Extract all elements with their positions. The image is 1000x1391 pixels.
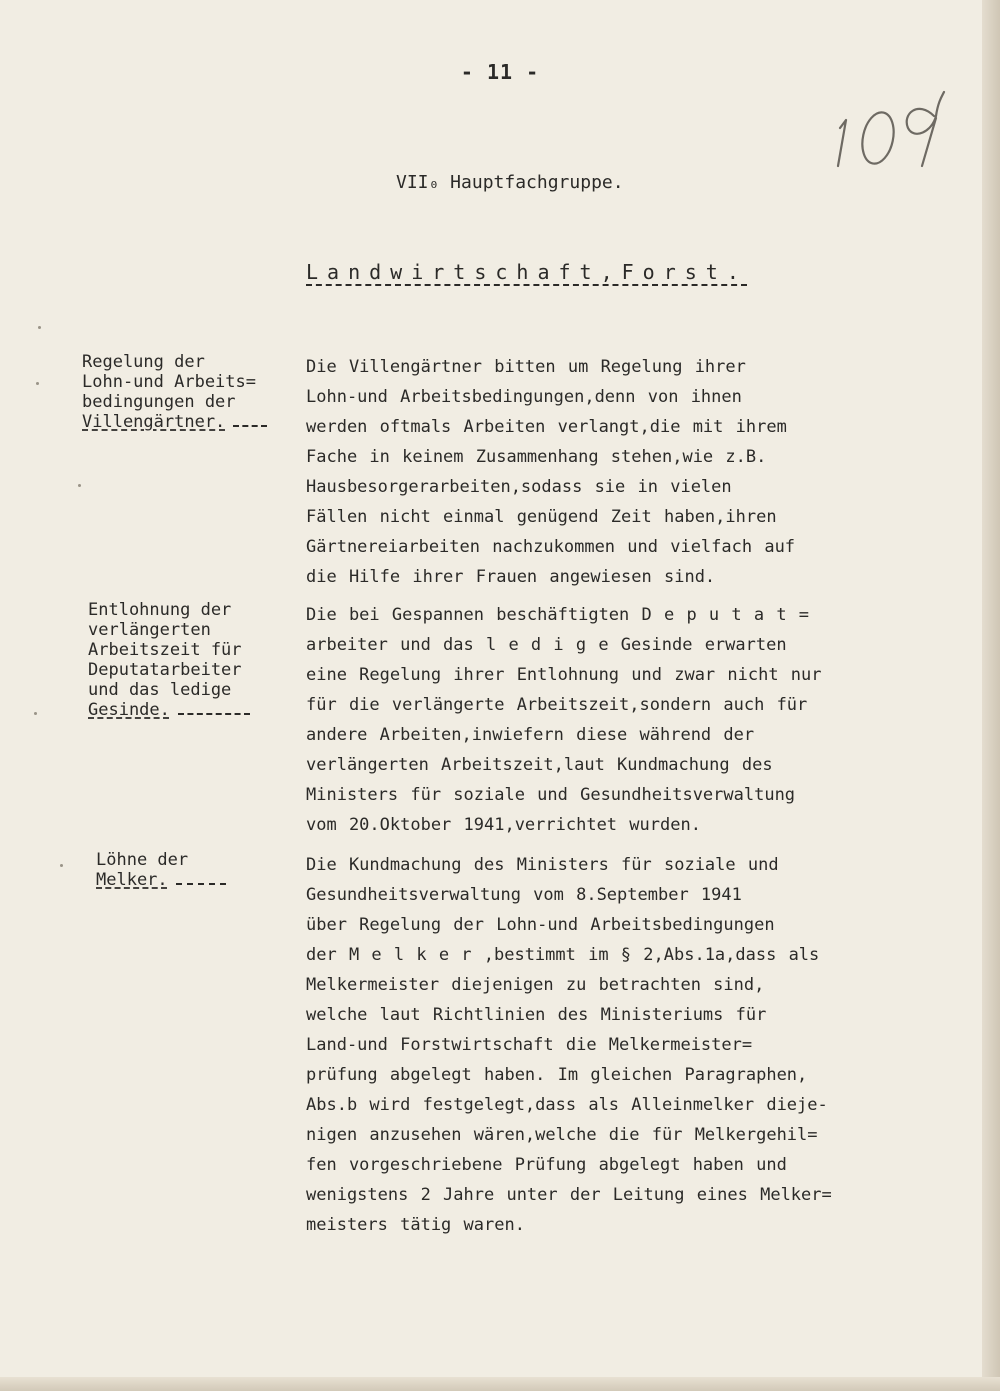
margin-line: verlängerten xyxy=(88,620,211,640)
text-line: Fache in keinem Zusammenhang stehen,wie z.B. xyxy=(306,447,767,467)
text-line: wenigstens 2 Jahre unter der Leitung eines Melker= xyxy=(306,1185,832,1205)
text-line: welche laut Richtlinien des Ministeriums für xyxy=(306,1005,767,1025)
paragraph-deputatarbeiter xyxy=(306,600,906,840)
margin-line: Deputatarbeiter xyxy=(88,660,242,680)
margin-line: Arbeitszeit für xyxy=(88,640,242,660)
margin-line: Entlohnung der xyxy=(88,600,232,620)
margin-line: Melker. xyxy=(96,870,168,890)
speck xyxy=(34,712,37,715)
dash-rule xyxy=(176,881,226,885)
text-line: vom 20.Oktober 1941,verrichtet wurden. xyxy=(306,815,701,835)
margin-note-villengaertner xyxy=(82,352,267,432)
margin-line: Gesinde. xyxy=(88,700,170,720)
margin-line: Löhne der xyxy=(96,850,189,870)
paper-edge-bottom xyxy=(0,1377,1000,1391)
speck xyxy=(36,382,39,385)
section-title: Landwirtschaft,Forst. xyxy=(306,260,748,284)
text-line: Abs.b wird festgelegt,dass als Alleinmelker dieje- xyxy=(306,1095,828,1115)
speck xyxy=(38,326,41,329)
text-line: meisters tätig waren. xyxy=(306,1215,525,1235)
speck xyxy=(60,864,63,867)
section-heading: VII₀ Hauptfachgruppe. xyxy=(396,172,624,193)
margin-line: bedingungen der xyxy=(82,392,236,412)
paragraph-melker xyxy=(306,850,906,1240)
text-line: über Regelung der Lohn-und Arbeitsbedingungen xyxy=(306,915,775,935)
text-line: Ministers für soziale und Gesundheitsverwaltung xyxy=(306,785,796,805)
text-line: verlängerten Arbeitszeit,laut Kundmachung des xyxy=(306,755,773,775)
margin-note-deputatarbeiter xyxy=(88,600,250,720)
page-number: - 11 - xyxy=(460,60,540,84)
handwritten-archive-number xyxy=(832,80,962,170)
text-line: werden oftmals Arbeiten verlangt,die mit ihrem xyxy=(306,417,787,437)
text-line: andere Arbeiten,inwiefern diese während der xyxy=(306,725,755,745)
margin-line: Villengärtner. xyxy=(82,412,226,432)
text-line: Die Villengärtner bitten um Regelung ihrer xyxy=(306,357,746,377)
text-line: Die bei Gespannen beschäftigten D e p u t a t = xyxy=(306,605,810,625)
text-line: eine Regelung ihrer Entlohnung und zwar nicht nur xyxy=(306,665,822,685)
speck xyxy=(78,484,81,487)
text-line: nigen anzusehen wären,welche die für Melkergehil= xyxy=(306,1125,818,1145)
margin-line: Lohn-und Arbeits= xyxy=(82,372,256,392)
paper-edge-right xyxy=(982,0,1000,1391)
text-line: Gärtnereiarbeiten nachzukommen und vielfach auf xyxy=(306,537,796,557)
text-line: Lohn-und Arbeitsbedingungen,denn von ihnen xyxy=(306,387,742,407)
dash-rule xyxy=(178,711,250,715)
margin-note-melker xyxy=(96,850,226,890)
text-line: Die Kundmachung des Ministers für soziale und xyxy=(306,855,779,875)
text-line: prüfung abgelegt haben. Im gleichen Paragraphen, xyxy=(306,1065,808,1085)
text-line: Land-und Forstwirtschaft die Melkermeister= xyxy=(306,1035,753,1055)
text-line: Melkermeister diejenigen zu betrachten sind, xyxy=(306,975,765,995)
text-line: Fällen nicht einmal genügend Zeit haben,ihren xyxy=(306,507,777,527)
handwritten-109-icon xyxy=(832,80,962,170)
text-line: Hausbesorgerarbeiten,sodass sie in vielen xyxy=(306,477,732,497)
text-line: fen vorgeschriebene Prüfung abgelegt haben und xyxy=(306,1155,787,1175)
dash-rule xyxy=(233,423,267,427)
text-line: arbeiter und das l e d i g e Gesinde erwarten xyxy=(306,635,787,655)
text-line: für die verlängerte Arbeitszeit,sondern auch für xyxy=(306,695,808,715)
margin-line: und das ledige xyxy=(88,680,232,700)
text-line: die Hilfe ihrer Frauen angewiesen sind. xyxy=(306,567,716,587)
text-line: der M e l k e r ,bestimmt im § 2,Abs.1a,dass als xyxy=(306,945,820,965)
text-line: Gesundheitsverwaltung vom 8.September 1941 xyxy=(306,885,742,905)
paragraph-villengaertner xyxy=(306,352,906,592)
margin-line: Regelung der xyxy=(82,352,205,372)
